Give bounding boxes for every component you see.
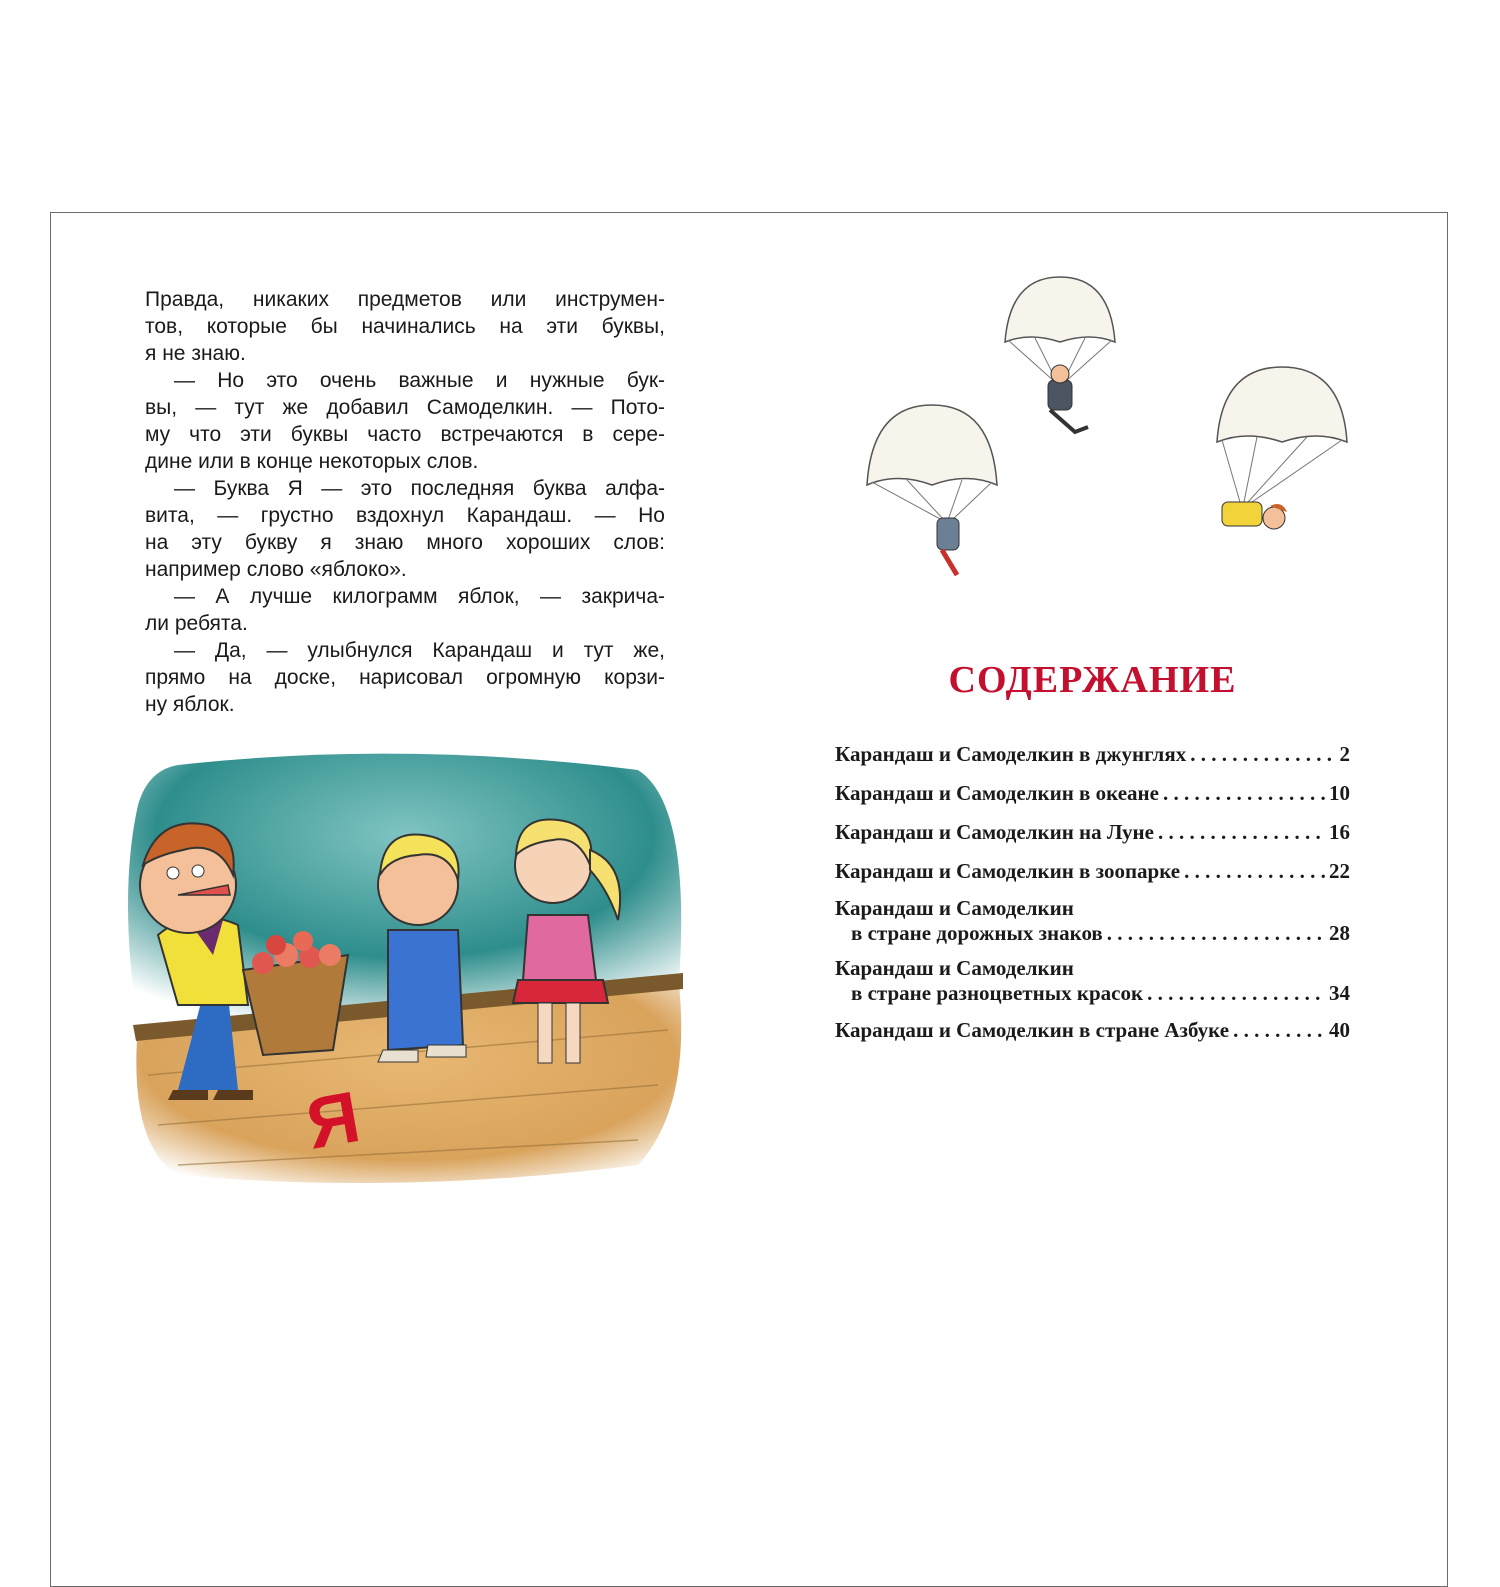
story-line: я не знаю. xyxy=(145,342,246,365)
toc-entry-page: 10 xyxy=(1329,781,1350,805)
story-line: вита, — грустно вздохнул Карандаш. — Но xyxy=(145,504,665,527)
toc-entry-page: 40 xyxy=(1329,1018,1350,1042)
classroom-illustration xyxy=(118,745,688,1190)
toc-leader xyxy=(1107,921,1325,946)
toc-leader xyxy=(1190,740,1335,769)
toc-entry[interactable] xyxy=(835,779,1350,808)
parachute-right xyxy=(1212,362,1352,552)
story-line: — А лучше килограмм яблок, — закрича- xyxy=(174,585,665,608)
toc-entry-title-line1: Карандаш и Самоделкин xyxy=(835,956,1074,980)
toc-leader xyxy=(1158,818,1325,847)
toc-entry-title: Карандаш и Самоделкин в джунглях xyxy=(835,742,1187,766)
toc-entry-page: 28 xyxy=(1329,921,1350,945)
story-line: — Но это очень важные и нужные бук- xyxy=(174,369,665,392)
boy-figure xyxy=(378,835,466,1063)
toc-entry-title-line2: в стране дорожных знаков xyxy=(851,921,1103,945)
parachute-top xyxy=(1000,272,1120,442)
toc-leader xyxy=(1184,857,1325,886)
toc-entry-title: Карандаш и Самоделкин в океане xyxy=(835,781,1159,805)
story-line: му что эти буквы часто встречаются в сере- xyxy=(145,423,665,446)
story-line: дине или в конце некоторых слов. xyxy=(145,450,479,473)
contents-title: СОДЕРЖАНИЕ xyxy=(948,659,1237,701)
story-line: — Да, — улыбнулся Карандаш и тут же, xyxy=(174,639,665,662)
story-text xyxy=(145,286,665,718)
toc-entry[interactable] xyxy=(835,896,1350,946)
toc-entry[interactable] xyxy=(835,818,1350,847)
floor-letter: Я xyxy=(300,1077,366,1165)
toc-entry-title-line1: Карандаш и Самоделкин xyxy=(835,896,1074,920)
toc-entry-title: Карандаш и Самоделкин на Луне xyxy=(835,820,1154,844)
story-line: — Буква Я — это последняя буква алфа- xyxy=(174,477,665,500)
story-line: тов, которые бы начинались на эти буквы, xyxy=(145,315,665,338)
toc-leader xyxy=(1233,1016,1325,1045)
story-line: на эту букву я знаю много хороших слов: xyxy=(145,531,665,554)
story-line: ли ребята. xyxy=(145,612,248,635)
toc-entry-page: 22 xyxy=(1329,859,1350,883)
toc-entry[interactable] xyxy=(835,857,1350,886)
toc-entry-page: 16 xyxy=(1329,820,1350,844)
toc-entry-title: Карандаш и Самоделкин в зоопарке xyxy=(835,859,1181,883)
toc-entry-page: 34 xyxy=(1329,981,1350,1005)
toc-entry[interactable] xyxy=(835,1016,1350,1045)
toc-leader xyxy=(1147,981,1325,1006)
toc-entry[interactable] xyxy=(835,740,1350,769)
story-line: прямо на доске, нарисовал огромную корзи- xyxy=(145,666,665,689)
story-line: вы, — тут же добавил Самоделкин. — Пото- xyxy=(145,396,665,419)
table-of-contents xyxy=(835,740,1350,1055)
toc-entry-title-line2: в стране разноцветных красок xyxy=(851,981,1144,1005)
story-line: Правда, никаких предметов или инструмен- xyxy=(145,288,665,311)
toc-entry-page: 2 xyxy=(1339,742,1350,766)
toc-leader xyxy=(1163,779,1325,808)
parachute-left xyxy=(862,400,1002,585)
toc-entry[interactable] xyxy=(835,956,1350,1006)
toc-entry-title: Карандаш и Самоделкин в стране Азбуке xyxy=(835,1018,1230,1042)
story-line: ну яблок. xyxy=(145,693,235,716)
story-line: например слово «яблоко». xyxy=(145,558,407,581)
